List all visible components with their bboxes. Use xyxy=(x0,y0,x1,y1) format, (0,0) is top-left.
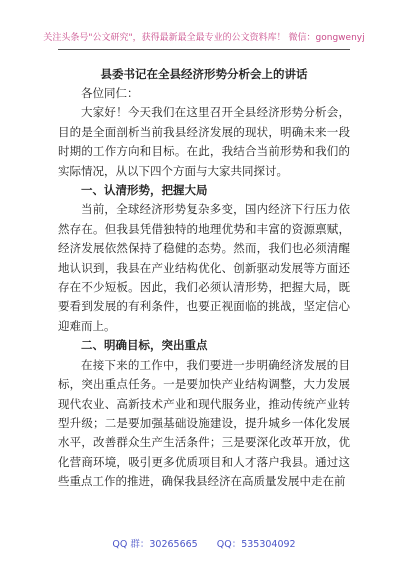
header-divider xyxy=(58,49,350,50)
footer-contact xyxy=(0,536,408,550)
document-body xyxy=(58,84,350,492)
greeting: 各位同仁： xyxy=(81,86,139,100)
section-2-paragraph: 在接下来的工作中，我们要进一步明确经济发展的目标，突出重点任务。一是要加快产业结构调整，大力发展现代农业、高新技术产业和现代服务业，推动传统产业转型升级；二是要加强基础设施建设，提升城乡一体化发展水平，改善群众生产生活条件；三是要深化改革开放，优化营商环境，吸引更多优质项目和人才落户我县。通过这些重点工作的推进，确保我县经济在高质量发展中走在前 xyxy=(58,357,350,489)
section-heading-1: 一、认清形势，把握大局 xyxy=(81,183,208,198)
header-promo-note: 关注头条号"公文研究"，获得最新最全最专业的公文资料库！ 微信：gongwenyj xyxy=(43,33,365,43)
document-title: 县委书记在全县经济形势分析会上的讲话 xyxy=(100,67,308,81)
qq-number: QQ：535304092 xyxy=(216,539,296,550)
intro-paragraph: 大家好！今天我们在这里召开全县经济形势分析会，目的是全面剖析当前我县经济发展的现状，明确未来一段时期的工作方向和目标。在此，我结合当前形势和我们的实际情况，从以下四个方面与大家共同探讨。 xyxy=(58,105,350,178)
section-1-paragraph: 当前，全球经济形势复杂多变，国内经济下行压力依然存在。但我县凭借独特的地理优势和丰富的资源禀赋，经济发展依然保持了稳健的态势。然而，我们也必须清醒地认识到，我县在产业结构优化、创新驱动发展等方面还存在不少短板。因此，我们必须认清形势，把握大局，既要看到发展的有利条件，也要正视面临的挑战，坚定信心迎难而上。 xyxy=(58,202,350,333)
section-heading-2: 二、明确目标，突出重点 xyxy=(81,338,208,353)
qq-group-number: QQ 群：30265665 xyxy=(112,539,198,550)
